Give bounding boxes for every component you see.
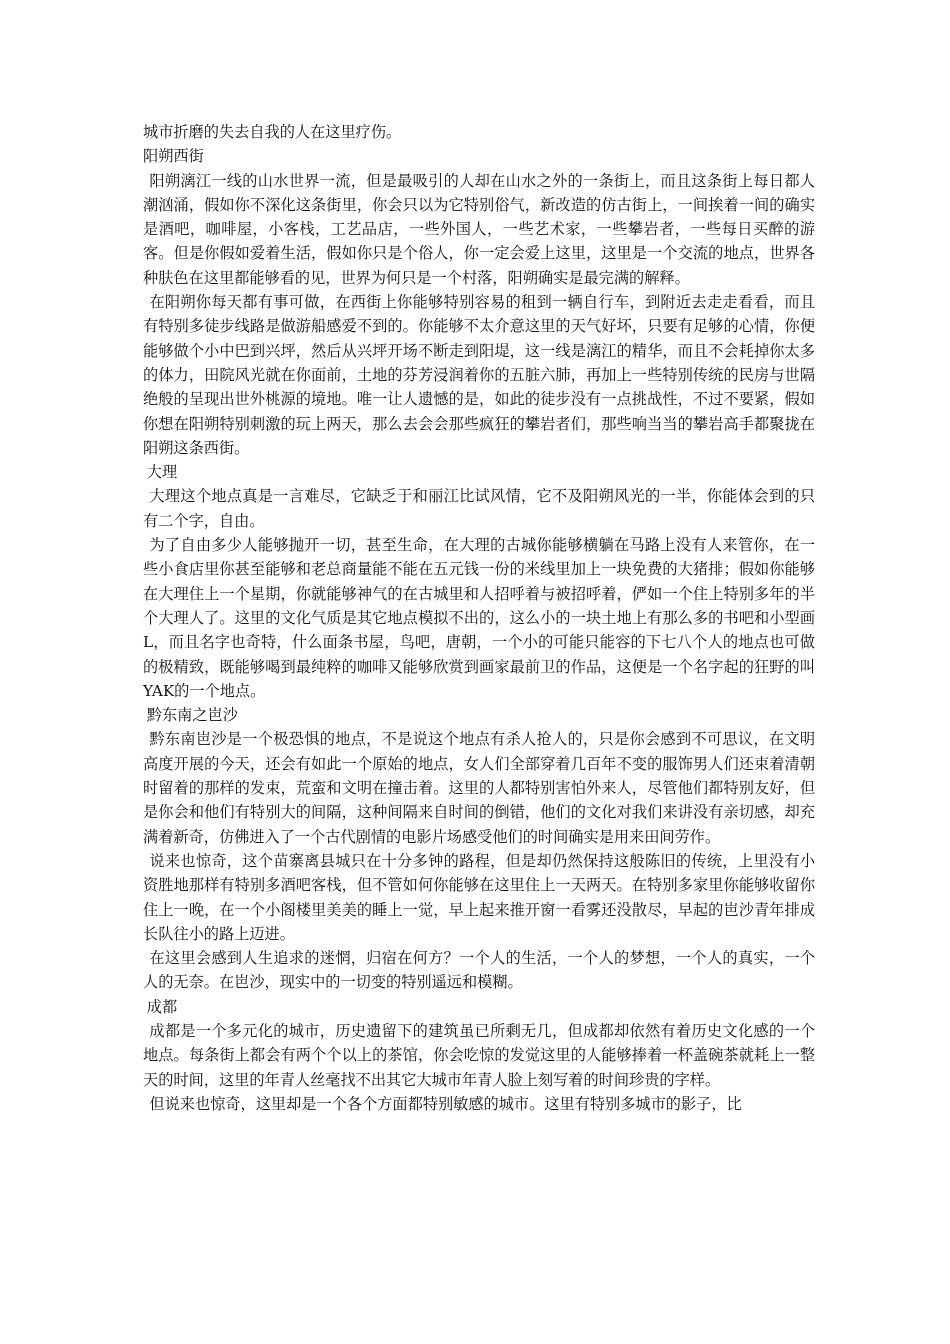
section-heading: 阳朔西街: [143, 147, 204, 166]
paragraph: 阳朔漓江一线的山水世界一流，但是最吸引的人却在山水之外的一条街上，而且这条街上每日都人潮汹涌，假如你不深化这条街里，你会只以为它特别俗气，新改造的仿古街上，一间挨着一间的确实是酒吧，咖啡屋，小客栈，工艺品店，一些外国人，一些艺术家，一些攀岩者，一些每日买醉的游客。但是你假如爱着生活，假如你只是个俗人，你一定会爱上这里，这里是一个交流的地点，世界各种肤色在这里都能够看的见，世界为何只是一个村落，阳朔确实是最完满的解释。: [143, 171, 815, 287]
paragraph: 在阳朔你每天都有事可做，在西街上你能够特别容易的租到一辆自行车，到附近去走走看看，而且有特别多徒步线路是做游船感爱不到的。你能够不太介意这里的天气好坏，只要有足够的心情，你便能够做个小中巴到兴坪，然后从兴坪开场不断走到阳堤，这一线是漓江的精华，而且不会耗掉你太多的体力，田院风光就在你面前，土地的芬芳浸润着你的五脏六肺，再加上一些特别传统的民房与世隔绝般的呈现出世外桃源的境地。唯一让人遗憾的是，如此的徒步没有一点挑战性，不过不要紧，假如你想在阳朔特别刺激的玩上两天，那么去会会那些疯狂的攀岩者们，那些响当当的攀岩高手都聚拢在阳朔这条西街。: [143, 293, 815, 457]
paragraph: 说来也惊奇，这个苗寨离县城只在十分多钟的路程，但是却仍然保持这般陈旧的传统，上里没有小资胜地那样有特别多酒吧客栈，但不管如何你能够在这里住上一天两天。在特别多家里你能够收留你住上一晚，在一个小阁楼里美美的睡上一觉，早上起来推开窗一看雾还没散尽，早起的岜沙青年排成长队往小的路上迈进。: [143, 851, 815, 943]
paragraph: 但说来也惊奇，这里却是一个各个方面都特别敏感的城市。这里有特别多城市的影子，比: [149, 1094, 742, 1113]
paragraph: 为了自由多少人能够抛开一切，甚至生命，在大理的古城你能够横躺在马路上没有人来管你，在一些小食店里你甚至能够和老总商量能不能在五元钱一份的米线里加上一块免费的大猪排；假如你能够在大理住上一个星期，你就能够神气的在古城里和人招呼着与被招呼着，俨如一个住上特别多年的半个大理人了。这里的文化气质是其它地点模拟不出的，这么小的一块土地上有那么多的书吧和小型画L，而且名字也奇特，什么面条书屋，鸟吧，唐朝，一个小的可能只能容的下七八个人的地点也可做的极精致，既能够喝到最纯粹的咖啡又能够欣赏到画家最前卫的作品，这便是一个名字起的狂野的叫YAK的一个地点。: [143, 536, 815, 700]
paragraph: 黔东南岜沙是一个极恐惧的地点，不是说这个地点有杀人抢人的，只是你会感到不可思议，在文明高度开展的今天，还会有如此一个原始的地点，女人们全部穿着几百年不变的服饰男人们还束着清朝时留着的那样的发束，荒蛮和文明在撞击着。这里的人都特别害怕外来人，尽管他们都特别友好，但是你会和他们有特别大的间隔，这种间隔来自时间的倒错，他们的文化对我们来讲没有亲切感，却充满着新奇，仿佛进入了一个古代剧情的电影片场感受他们的时间确实是用来田间劳作。: [143, 730, 815, 846]
paragraph: 成都是一个多元化的城市，历史遗留下的建筑虽已所剩无几，但成都却依然有着历史文化感的一个地点。每条街上都会有两个个以上的茶馆，你会吃惊的发觉这里的人能够捧着一杯盖碗茶就耗上一整天的时间，这里的年青人丝毫找不出其它大城市年青人脸上刻写着的时间珍贵的字样。: [143, 1021, 815, 1089]
paragraph: 城市折磨的失去自我的人在这里疗伤。: [143, 123, 402, 141]
section-heading: 大理: [146, 463, 178, 482]
paragraph: 大理这个地点真是一言难尽，它缺乏于和丽江比试风情，它不及阳朔风光的一半，你能体会到的只有二个字，自由。: [143, 487, 815, 530]
paragraph: 在这里会感到人生追求的迷惘，归宿在何方？一个人的生活，一个人的梦想，一个人的真实，一个人的无奈。在岜沙，现实中的一切变的特别遥远和模糊。: [143, 949, 815, 992]
section-heading: 成都: [146, 997, 178, 1016]
document-body: [143, 120, 815, 1116]
section-heading: 黔东南之岜沙: [146, 706, 238, 725]
